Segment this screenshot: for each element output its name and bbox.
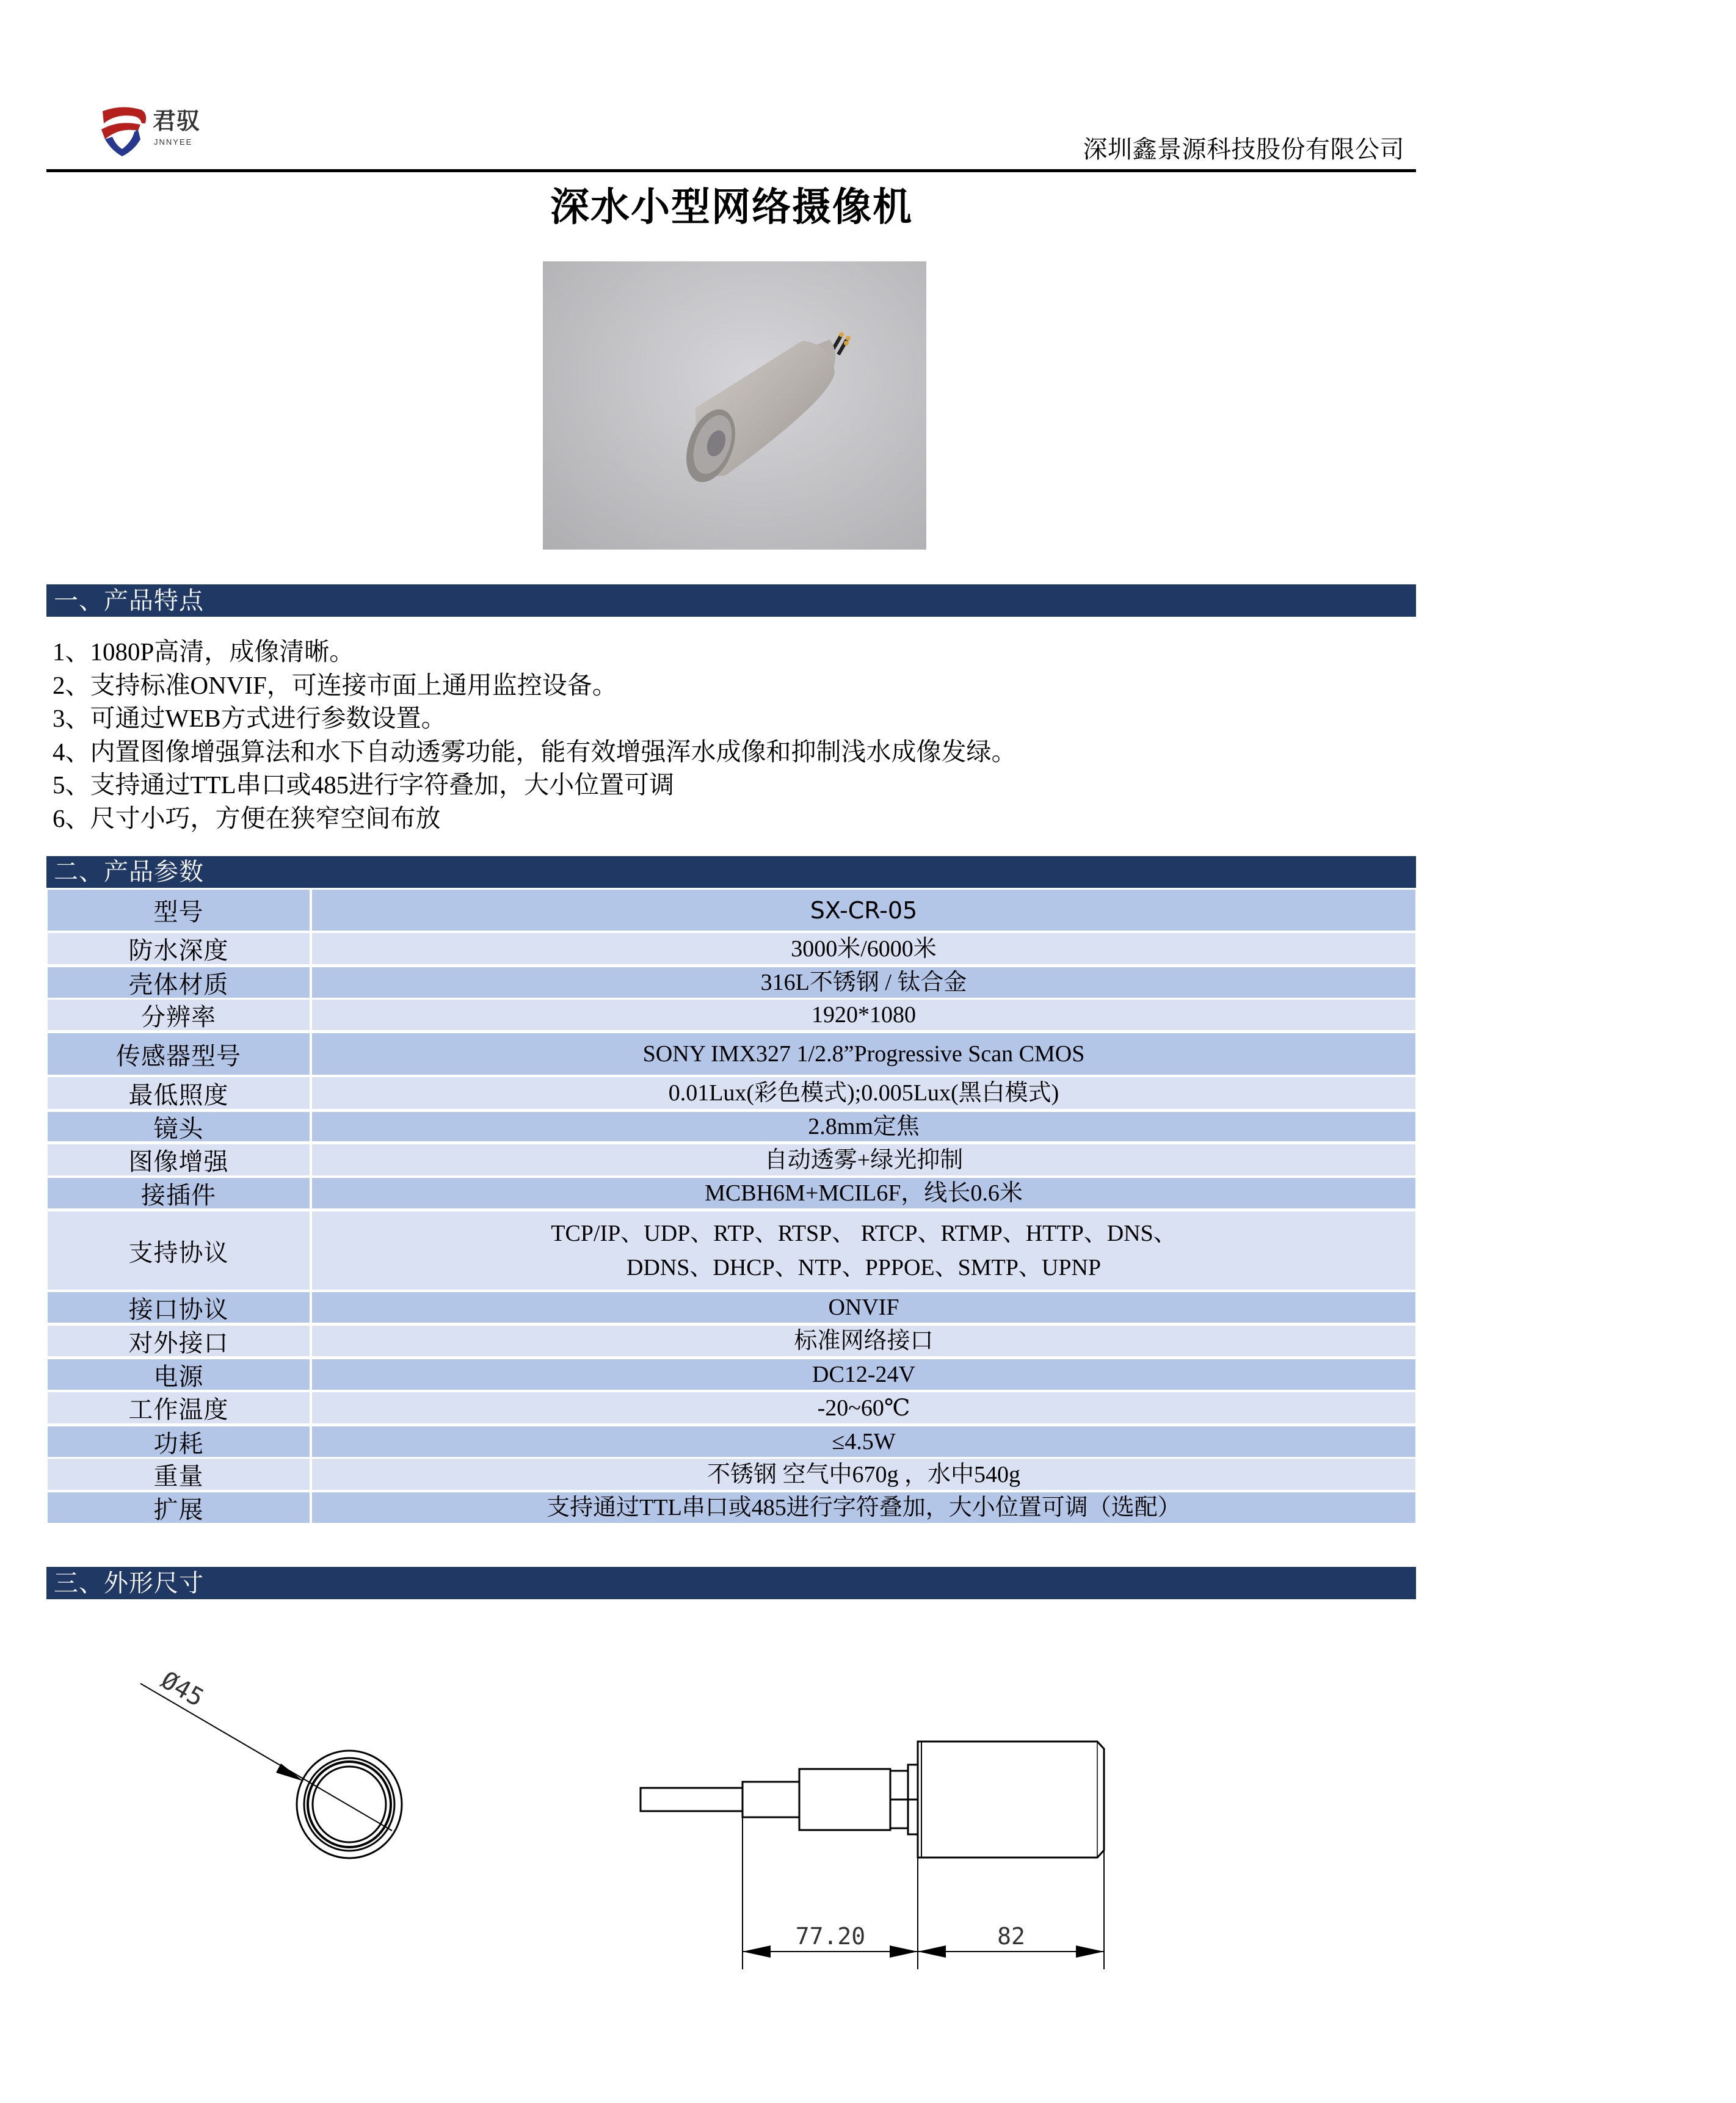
table-row (48, 1000, 1415, 1030)
product-photo (543, 261, 926, 550)
table-row (48, 1112, 1415, 1141)
feature-item: 1、1080P高清，成像清晰。 (53, 637, 355, 666)
param-label: 壳体材质 (48, 967, 310, 998)
section-header-features: 一、产品特点 (46, 584, 1416, 617)
front-view-icon (140, 1683, 402, 1858)
side-view-icon (641, 1742, 1104, 1858)
company-name: 深圳鑫景源科技股份有限公司 (1083, 136, 1404, 163)
param-value-text: SONY IMX327 1/2.8”Progressive Scan CMOS (642, 1041, 1085, 1067)
param-value-text: ≤4.5W (832, 1429, 896, 1455)
param-value-text: 0.01Lux(彩色模式);0.005Lux(黑白模式) (668, 1080, 1059, 1106)
table-row (48, 1077, 1415, 1109)
param-value-text: DDNS、DHCP、NTP、PPPOE、SMTP、UPNP (626, 1255, 1102, 1280)
param-value-text: DC12-24V (812, 1362, 915, 1387)
param-value (312, 1178, 1415, 1208)
diameter-label: Ø45 (156, 1666, 209, 1713)
param-value (312, 1426, 1415, 1457)
feature-item: 2、支持标准ONVIF，可连接市面上通用监控设备。 (53, 670, 617, 699)
param-value (312, 1292, 1415, 1323)
feature-list (53, 635, 1017, 835)
feature-item: 3、可通过WEB方式进行参数设置。 (53, 704, 446, 732)
param-label: 最低照度 (48, 1077, 310, 1109)
feature-item: 4、内置图像增强算法和水下自动透雾功能，能有效增强浑水成像和抑制浅水成像发绿。 (53, 737, 1017, 766)
dimension-lines (743, 1817, 1104, 1969)
param-label: 型号 (48, 890, 310, 931)
page-title: 深水小型网络摄像机 (550, 185, 913, 230)
param-value (312, 1359, 1415, 1390)
param-value (312, 1112, 1415, 1141)
camera-image-icon (543, 261, 926, 550)
table-row (48, 1426, 1415, 1457)
param-value-text: 316L不锈钢 / 钛合金 (760, 970, 967, 995)
param-value (312, 967, 1415, 998)
param-value (312, 1392, 1415, 1423)
param-value (312, 1033, 1415, 1075)
param-value-text: ONVIF (828, 1295, 899, 1320)
param-label: 接口协议 (48, 1292, 310, 1323)
param-value-text: 1920*1080 (812, 1002, 916, 1028)
param-label: 扩展 (48, 1492, 310, 1523)
table-row (48, 1144, 1415, 1175)
param-label: 支持协议 (48, 1211, 310, 1290)
table-row (48, 1392, 1415, 1423)
param-label: 传感器型号 (48, 1033, 310, 1075)
table-row (48, 967, 1415, 998)
param-value (312, 1326, 1415, 1356)
param-label: 防水深度 (48, 933, 310, 964)
param-label: 功耗 (48, 1426, 310, 1457)
param-value-text: 3000米/6000米 (791, 935, 937, 962)
table-row (48, 1033, 1415, 1075)
table-row (48, 1326, 1415, 1356)
param-label: 接插件 (48, 1178, 310, 1208)
shield-logo-icon (98, 105, 153, 158)
param-value-text: 支持通过TTL串口或485进行字符叠加，大小位置可调（选配） (547, 1495, 1181, 1520)
param-value-text: MCBH6M+MCIL6F，线长0.6米 (705, 1180, 1023, 1206)
table-row (48, 1359, 1415, 1390)
param-value-text: -20~60℃ (817, 1395, 910, 1421)
param-value (312, 933, 1415, 964)
param-value (312, 1459, 1415, 1490)
param-value-text: 不锈钢 空气中670g ，水中540g (706, 1461, 1020, 1487)
param-label: 电源 (48, 1359, 310, 1390)
param-label: 工作温度 (48, 1392, 310, 1423)
param-value (312, 1144, 1415, 1175)
param-value (312, 1000, 1415, 1030)
table-row (48, 890, 1415, 931)
param-label: 重量 (48, 1459, 310, 1490)
table-row (48, 1292, 1415, 1323)
section-header-params: 二、产品参数 (46, 856, 1416, 888)
table-row (48, 1459, 1415, 1490)
param-value (312, 1492, 1415, 1523)
param-value (312, 1211, 1415, 1290)
section-header-dimensions: 三、外形尺寸 (46, 1567, 1416, 1599)
feature-item: 5、支持通过TTL串口或485进行字符叠加，大小位置可调 (53, 771, 675, 799)
body-length-label: 82 (997, 1923, 1025, 1950)
param-label: 对外接口 (48, 1326, 310, 1356)
logo-wordmark-en: JNNYEE (154, 137, 193, 147)
logo-wordmark-cn: 君驭 (153, 107, 201, 134)
param-value-text: 自动透雾+绿光抑制 (764, 1147, 964, 1173)
param-value-text: 2.8mm定焦 (808, 1114, 920, 1139)
table-row (48, 1211, 1415, 1290)
param-label: 图像增强 (48, 1144, 310, 1175)
param-value (312, 890, 1415, 931)
param-label: 镜头 (48, 1112, 310, 1141)
param-value-text: 标准网络接口 (794, 1328, 934, 1354)
param-value-text: TCP/IP、UDP、RTP、RTSP、 RTCP、RTMP、HTTP、DNS、 (551, 1221, 1177, 1246)
table-row (48, 1492, 1415, 1523)
table-row (48, 1178, 1415, 1208)
feature-item: 6、尺寸小巧，方便在狭窄空间布放 (53, 804, 441, 832)
param-value-text: SX-CR-05 (810, 896, 918, 924)
table-row (48, 933, 1415, 964)
param-value (312, 1077, 1415, 1109)
param-label: 分辨率 (48, 1000, 310, 1030)
cable-length-label: 77.20 (795, 1923, 866, 1950)
header-rule (46, 169, 1416, 172)
